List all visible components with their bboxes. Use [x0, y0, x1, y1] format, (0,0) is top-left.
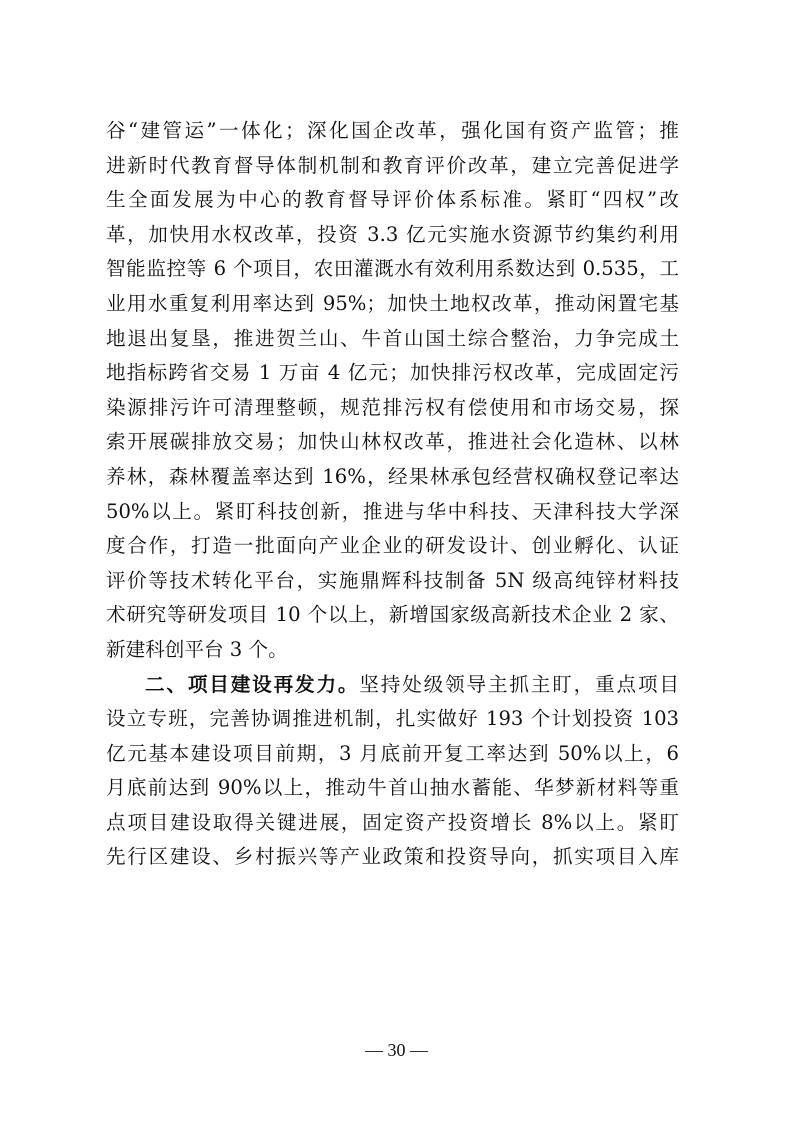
- document-body: [106, 114, 679, 875]
- section-heading: 二、项目建设再发力。: [145, 672, 360, 696]
- page-number: — 30 —: [365, 1040, 428, 1060]
- text-line: 养林，森林覆盖率达到 16%，经果林承包经营权确权登记率达: [106, 464, 679, 488]
- section-first-line: [106, 668, 679, 702]
- text-line: 术研究等研发项目 10 个以上，新增国家级高新技术企业 2 家、: [106, 603, 679, 627]
- text-line: 月底前达到 90%以上，推动牛首山抽水蓄能、华梦新材料等重: [106, 776, 679, 800]
- text-line: 先行区建设、乡村振兴等产业政策和投资导向，抓实项目入库: [106, 845, 679, 869]
- text-line: 革，加快用水权改革，投资 3.3 亿元实施水资源节约集约利用: [106, 222, 679, 246]
- text-line: 点项目建设取得关键进展，固定资产投资增长 8%以上。紧盯: [106, 810, 679, 834]
- text-line: 度合作，打造一批面向产业企业的研发设计、创业孵化、认证: [106, 534, 679, 558]
- text-line: 地退出复垦，推进贺兰山、牛首山国土综合整治，力争完成土: [106, 326, 679, 350]
- section-first-line-text: 坚持处级领导主抓主盯，重点项目: [359, 672, 680, 696]
- text-line: 智能监控等 6 个项目，农田灌溉水有效利用系数达到 0.535，工: [106, 257, 679, 281]
- text-line: 地指标跨省交易 1 万亩 4 亿元；加快排污权改革，完成固定污: [106, 361, 679, 385]
- text-line: 索开展碳排放交易；加快山林权改革，推进社会化造林、以林: [106, 430, 679, 454]
- text-line: 谷“建管运”一体化；深化国企改革，强化国有资产监管；推: [106, 119, 679, 142]
- text-line: 评价等技术转化平台，实施鼎辉科技制备 5N 级高纯锌材料技: [106, 568, 679, 592]
- text-line: 50%以上。紧盯科技创新，推进与华中科技、天津科技大学深: [106, 499, 679, 523]
- paragraph-reform: [106, 114, 679, 667]
- text-line: 新建科创平台 3 个。: [106, 637, 288, 661]
- text-line: 生全面发展为中心的教育督导评价体系标准。紧盯“四权”改: [106, 188, 679, 212]
- text-line: 业用水重复利用率达到 95%；加快土地权改革，推动闲置宅基: [106, 291, 679, 315]
- text-line: 设立专班，完善协调推进机制，扎实做好 193 个计划投资 103: [106, 707, 679, 731]
- paragraph-project-construction: [106, 668, 679, 875]
- text-line: 亿元基本建设项目前期，3 月底前开复工率达到 50%以上，6: [106, 741, 679, 765]
- text-line: 进新时代教育督导体制机制和教育评价改革，建立完善促进学: [106, 153, 679, 177]
- text-line: 染源排污许可清理整顿，规范排污权有偿使用和市场交易，探: [106, 395, 679, 419]
